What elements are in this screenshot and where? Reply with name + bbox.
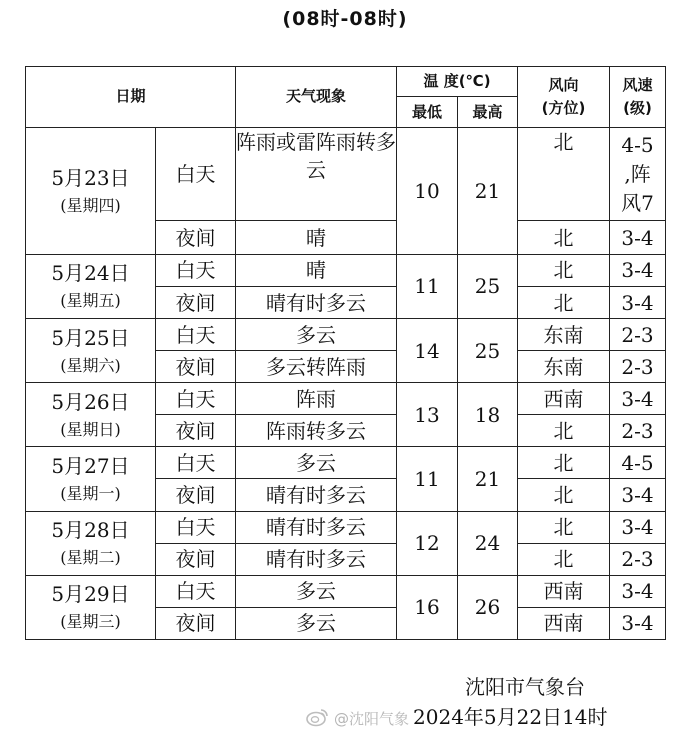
date-cell <box>26 319 156 383</box>
date-cell <box>26 127 156 254</box>
wind-speed-night: 2-3 <box>610 415 666 447</box>
forecast-row-day <box>26 254 666 286</box>
period-day: 白天 <box>156 254 236 286</box>
footer-row <box>306 701 608 730</box>
forecast-row-day <box>26 319 666 351</box>
page-title: (08时-08时) <box>282 8 408 30</box>
wind-direction-day: 西南 <box>518 575 610 607</box>
forecast-row-day <box>26 447 666 479</box>
wind-direction-day: 西南 <box>518 383 610 415</box>
period-night: 夜间 <box>156 286 236 318</box>
temp-max: 25 <box>458 319 518 383</box>
weekday-label: (星期日) <box>60 419 121 439</box>
temp-max: 25 <box>458 254 518 318</box>
wind-speed-line: 4-5 <box>621 132 654 157</box>
period-day: 白天 <box>156 511 236 543</box>
header-date: 日期 <box>26 67 236 128</box>
weather-night: 晴有时多云 <box>236 543 397 575</box>
wind-speed-day: 3-4 <box>610 254 666 286</box>
wind-direction-day: 北 <box>518 447 610 479</box>
wind-direction-day: 北 <box>518 254 610 286</box>
wind-direction-day: 东南 <box>518 319 610 351</box>
weather-day: 多云 <box>236 319 397 351</box>
header-wind-speed-line2: (级) <box>623 98 652 117</box>
wind-direction-night: 北 <box>518 479 610 511</box>
temp-max: 18 <box>458 383 518 447</box>
wind-speed-night: 3-4 <box>610 479 666 511</box>
wind-direction-day: 北 <box>518 127 610 220</box>
wind-direction-night: 北 <box>518 415 610 447</box>
date-label: 5月26日 <box>51 389 130 414</box>
weather-day: 晴有时多云 <box>236 511 397 543</box>
wind-direction-day: 北 <box>518 511 610 543</box>
weather-night: 晴有时多云 <box>236 479 397 511</box>
period-night: 夜间 <box>156 351 236 383</box>
weekday-label: (星期二) <box>60 548 121 568</box>
forecast-row-day <box>26 511 666 543</box>
date-label: 5月25日 <box>51 325 130 350</box>
wind-speed-day <box>610 127 666 220</box>
temp-min: 11 <box>397 447 458 511</box>
wind-speed-night: 3-4 <box>610 607 666 639</box>
weekday-label: (星期一) <box>60 483 121 503</box>
date-label: 5月24日 <box>51 261 130 286</box>
weekday-label: (星期四) <box>60 195 121 215</box>
header-temp-max: 最高 <box>458 97 518 127</box>
temp-min: 11 <box>397 254 458 318</box>
period-day: 白天 <box>156 319 236 351</box>
date-cell <box>26 254 156 318</box>
period-night: 夜间 <box>156 479 236 511</box>
forecast-table <box>25 66 666 640</box>
forecast-row-day <box>26 127 666 220</box>
watermark-text: @沈阳气象 <box>334 710 410 728</box>
temp-min: 12 <box>397 511 458 575</box>
weather-night: 阵雨转多云 <box>236 415 397 447</box>
date-cell <box>26 383 156 447</box>
wind-direction-night: 北 <box>518 221 610 255</box>
wind-speed-day: 3-4 <box>610 383 666 415</box>
issue-timestamp: 2024年5月22日14时 <box>413 705 608 729</box>
wind-speed-day: 4-5 <box>610 447 666 479</box>
header-wind-direction-line1: 风向 <box>548 75 579 94</box>
period-day: 白天 <box>156 447 236 479</box>
forecast-row-day <box>26 575 666 607</box>
date-label: 5月28日 <box>51 518 130 543</box>
period-night: 夜间 <box>156 415 236 447</box>
temp-max: 24 <box>458 511 518 575</box>
date-cell <box>26 575 156 639</box>
period-day: 白天 <box>156 383 236 415</box>
wind-speed-day: 2-3 <box>610 319 666 351</box>
header-wind-direction <box>518 67 610 128</box>
temp-max: 26 <box>458 575 518 639</box>
weather-night: 晴有时多云 <box>236 286 397 318</box>
header-weather: 天气现象 <box>236 67 397 128</box>
period-day: 白天 <box>156 127 236 220</box>
temp-min: 14 <box>397 319 458 383</box>
weather-day: 多云 <box>236 447 397 479</box>
weekday-label: (星期三) <box>60 612 121 632</box>
weather-day: 多云 <box>236 575 397 607</box>
date-label: 5月29日 <box>51 582 130 607</box>
weekday-label: (星期五) <box>60 291 121 311</box>
wind-speed-night: 3-4 <box>610 286 666 318</box>
temp-max: 21 <box>458 447 518 511</box>
wind-speed-night: 3-4 <box>610 221 666 255</box>
header-wind-direction-line2: (方位) <box>541 98 586 117</box>
temp-min: 10 <box>397 127 458 254</box>
weather-night: 多云 <box>236 607 397 639</box>
wind-direction-night: 西南 <box>518 607 610 639</box>
date-cell <box>26 447 156 511</box>
header-wind-speed <box>610 67 666 128</box>
weekday-label: (星期六) <box>60 355 121 375</box>
weather-night: 多云转阵雨 <box>236 351 397 383</box>
wind-direction-night: 北 <box>518 543 610 575</box>
footer-org: 沈阳市气象台 <box>465 675 585 699</box>
wind-speed-night: 2-3 <box>610 351 666 383</box>
wind-speed-line: 风7 <box>621 190 654 215</box>
wind-direction-night: 北 <box>518 286 610 318</box>
temp-min: 13 <box>397 383 458 447</box>
period-night: 夜间 <box>156 543 236 575</box>
weather-day: 阵雨或雷阵雨转多云 <box>236 127 397 220</box>
weather-day: 晴 <box>236 254 397 286</box>
weibo-icon <box>306 707 330 727</box>
date-label: 5月23日 <box>51 165 130 190</box>
period-night: 夜间 <box>156 607 236 639</box>
wind-speed-line: ,阵 <box>624 161 651 186</box>
weather-night: 晴 <box>236 221 397 255</box>
wind-speed-night: 2-3 <box>610 543 666 575</box>
forecast-row-day <box>26 383 666 415</box>
wind-speed-day: 3-4 <box>610 511 666 543</box>
period-night: 夜间 <box>156 221 236 255</box>
header-wind-speed-line1: 风速 <box>622 75 653 94</box>
wind-speed-day: 3-4 <box>610 575 666 607</box>
header-temp-min: 最低 <box>397 97 458 127</box>
wind-direction-night: 东南 <box>518 351 610 383</box>
period-day: 白天 <box>156 575 236 607</box>
temp-min: 16 <box>397 575 458 639</box>
date-cell <box>26 511 156 575</box>
header-temperature: 温 度(℃) <box>397 67 518 97</box>
weather-day: 阵雨 <box>236 383 397 415</box>
date-label: 5月27日 <box>51 453 130 478</box>
temp-max: 21 <box>458 127 518 254</box>
